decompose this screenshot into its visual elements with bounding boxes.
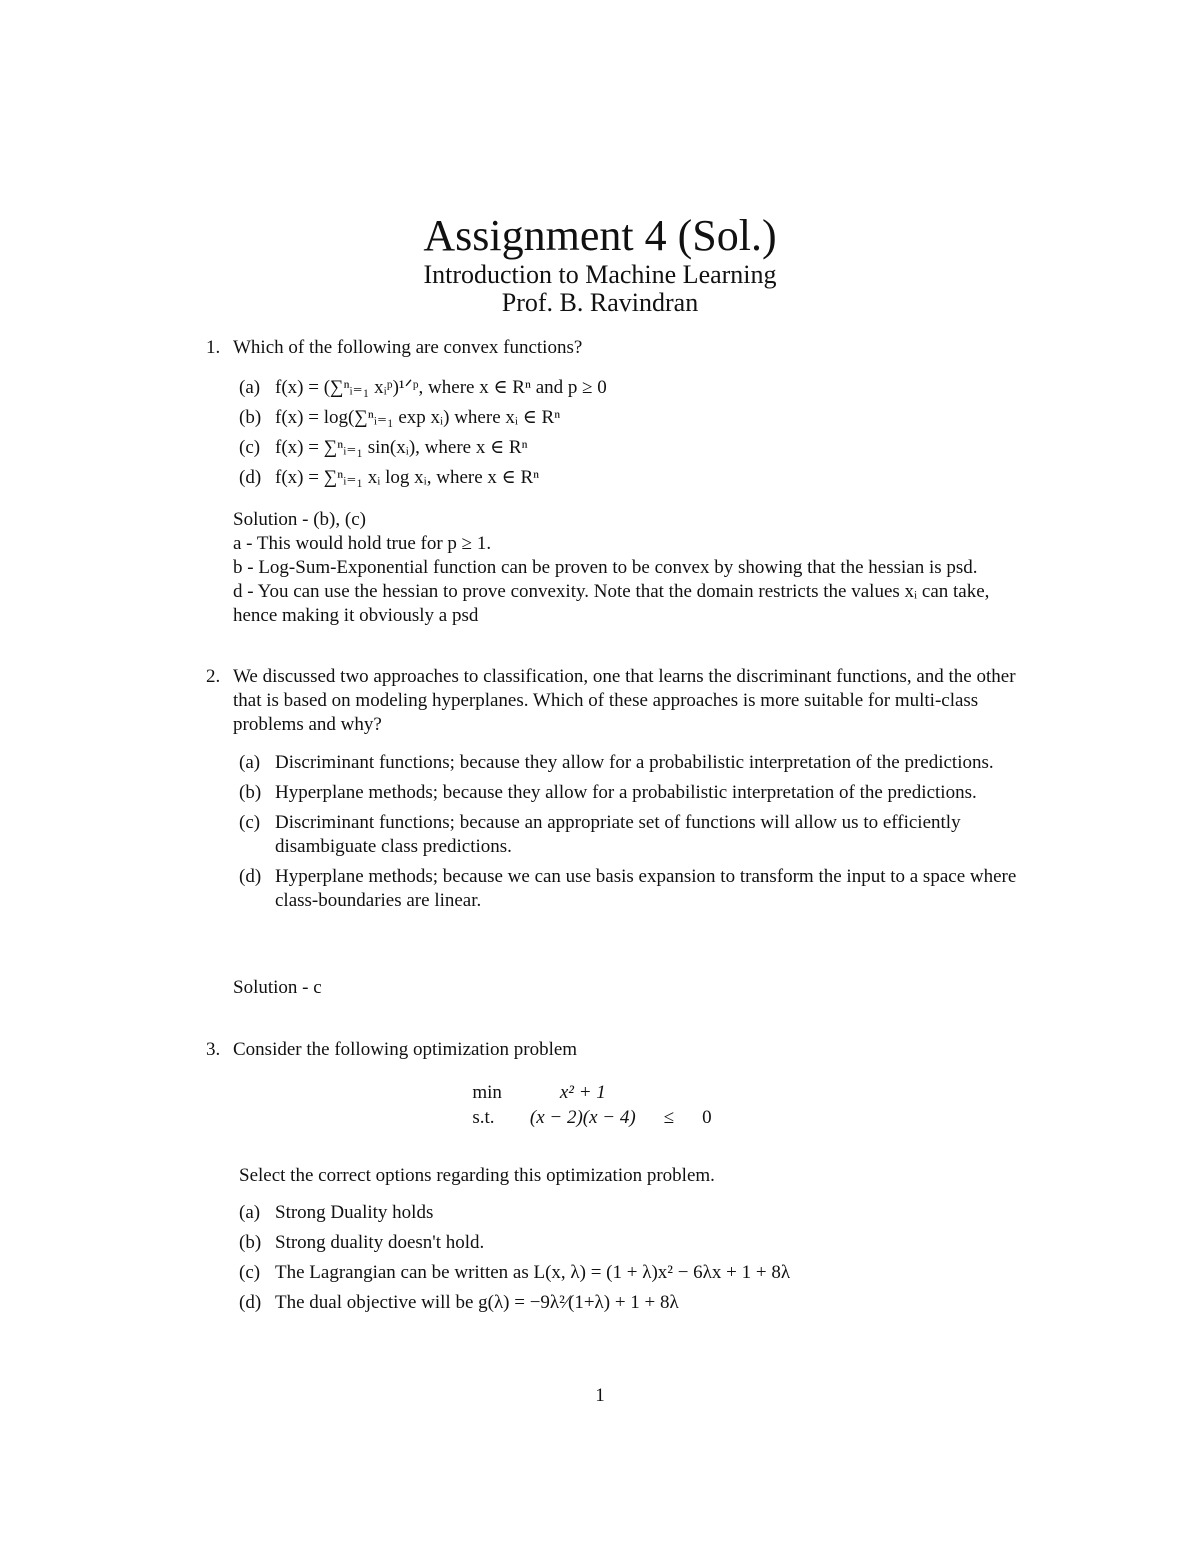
question-3-prompt: Select the correct options regarding this optimization problem. [239,1165,715,1186]
solution-answer: Solution - c [233,977,322,998]
question-text: Which of the following are convex functions? [233,337,583,358]
solution-note-a: a - This would hold true for p ≥ 1. [233,533,492,554]
solution-note-b: b - Log-Sum-Exponential function can be proven to be convex by showing that the hessian is psd. [233,557,978,578]
question-1-options [233,376,1033,496]
option-c: (c) The Lagrangian can be written as L(x, λ) = (1 + λ)x² − 6λx + 1 + 8λ [239,1262,791,1283]
page-title: Assignment 4 (Sol.) [423,211,777,260]
option-a: (a) Discriminant functions; because they allow for a probabilistic interpretation of the predictions. [239,752,994,773]
option-a: (a) Strong Duality holds [239,1202,434,1223]
optimization-problem [0,1080,1200,1130]
question-number: 3. [206,1039,221,1060]
page-number: 1 [595,1385,605,1406]
solution-note-d: d - You can use the hessian to prove convexity. Note that the domain restricts the values xᵢ can take, hence making it obviously a psd [233,581,990,626]
objective-expression: x² + 1 [559,1082,606,1103]
question-2 [206,665,1036,737]
option-d: (d) f(x) = ∑ⁿᵢ₌₁ xᵢ log xᵢ, where x ∈ Rⁿ [239,467,540,488]
option-b: (b) Strong duality doesn't hold. [239,1232,485,1253]
question-3 [206,1038,1036,1062]
course-name: Introduction to Machine Learning [423,260,777,289]
option-b: (b) Hyperplane methods; because they allow for a probabilistic interpretation of the predictions. [239,782,977,803]
question-number: 2. [206,666,221,687]
question-1 [206,336,1036,360]
constraint-rhs: 0 [702,1107,712,1128]
question-text: Consider the following optimization problem [233,1039,578,1060]
question-number: 1. [206,337,221,358]
problem-table [458,1080,725,1130]
option-a: (a) f(x) = (∑ⁿᵢ₌₁ xᵢᵖ)¹ᐟᵖ, where x ∈ Rⁿ and p ≥ 0 [239,377,607,398]
question-2-solution [233,976,1033,1000]
question-3-options [233,1201,1033,1321]
constraint-label: s.t. [472,1107,495,1128]
solution-answer: Solution - (b), (c) [233,509,366,530]
question-text: We discussed two approaches to classification, one that learns the discriminant functions, and the other that is based on modeling hyperplanes. Which of these approaches is more suitable for multi-class problems and why? [233,666,1016,735]
question-1-solution [233,508,1033,628]
option-c: (c) Discriminant functions; because an appropriate set of functions will allow us to efficiently disambiguate class predictions. [239,812,961,857]
instructor-name: Prof. B. Ravindran [501,288,699,317]
constraint-expression: (x − 2)(x − 4) [529,1107,636,1128]
objective-label: min [472,1082,502,1103]
option-d: (d) Hyperplane methods; because we can use basis expansion to transform the input to a space where class-boundaries are linear. [239,866,1017,911]
question-2-options [233,751,1033,919]
option-d: (d) The dual objective will be g(λ) = −9λ²⁄(1+λ) + 1 + 8λ [239,1292,679,1313]
option-b: (b) f(x) = log(∑ⁿᵢ₌₁ exp xᵢ) where xᵢ ∈ Rⁿ [239,407,561,428]
constraint-relation: ≤ [663,1107,675,1128]
option-c: (c) f(x) = ∑ⁿᵢ₌₁ sin(xᵢ), where x ∈ Rⁿ [239,437,528,458]
